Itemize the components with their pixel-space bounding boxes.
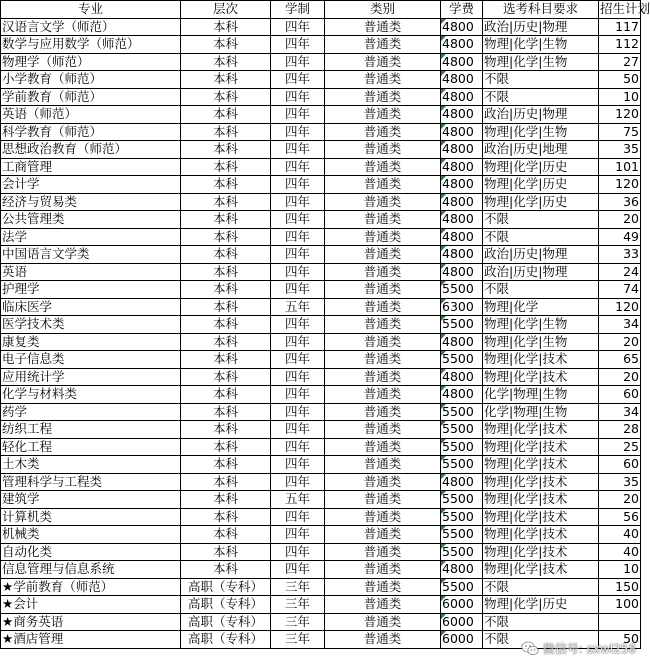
table-row (1, 193, 641, 211)
cell-years: 四年 (271, 403, 325, 421)
cell-category: 普通类 (325, 228, 441, 246)
cell-years: 四年 (271, 36, 325, 54)
cell-plan: 50 (599, 631, 641, 649)
cell-requirement: 物理|化学|技术 (483, 508, 599, 526)
cell-plan: 20 (599, 491, 641, 509)
cell-category: 普通类 (325, 316, 441, 334)
cell-years: 四年 (271, 228, 325, 246)
cell-requirement: 不限 (483, 88, 599, 106)
table-row (1, 456, 641, 474)
cell-major: 学前教育（师范） (1, 88, 181, 106)
cell-level: 本科 (181, 561, 271, 579)
table-row (1, 246, 641, 264)
cell-category: 普通类 (325, 141, 441, 159)
cell-level: 本科 (181, 18, 271, 36)
cell-level: 本科 (181, 141, 271, 159)
header-years: 学制 (271, 1, 325, 19)
header-category: 类别 (325, 1, 441, 19)
cell-plan: 40 (599, 543, 641, 561)
cell-years: 四年 (271, 526, 325, 544)
cell-major: 土木类 (1, 456, 181, 474)
cell-years: 五年 (271, 491, 325, 509)
cell-fee: 4800 (441, 158, 483, 176)
cell-years: 四年 (271, 421, 325, 439)
cell-major: 医学技术类 (1, 316, 181, 334)
cell-plan: 117 (599, 18, 641, 36)
cell-level: 本科 (181, 298, 271, 316)
cell-requirement: 物理|化学|生物 (483, 53, 599, 71)
cell-fee: 5500 (441, 421, 483, 439)
cell-requirement: 物理|化学|技术 (483, 351, 599, 369)
cell-category: 普通类 (325, 596, 441, 614)
cell-major: 建筑学 (1, 491, 181, 509)
cell-plan: 36 (599, 193, 641, 211)
cell-category: 普通类 (325, 193, 441, 211)
cell-fee: 4800 (441, 123, 483, 141)
table-row (1, 386, 641, 404)
cell-years: 三年 (271, 596, 325, 614)
cell-plan: 112 (599, 36, 641, 54)
table-row (1, 53, 641, 71)
cell-requirement: 政治|历史|地理 (483, 141, 599, 159)
cell-category: 普通类 (325, 53, 441, 71)
table-row (1, 88, 641, 106)
cell-plan: 24 (599, 263, 641, 281)
cell-requirement: 物理|化学|技术 (483, 561, 599, 579)
cell-fee: 4800 (441, 193, 483, 211)
cell-level: 本科 (181, 508, 271, 526)
cell-years: 三年 (271, 613, 325, 631)
cell-category: 普通类 (325, 71, 441, 89)
cell-requirement: 化学|物理|生物 (483, 386, 599, 404)
cell-requirement: 物理|化学|技术 (483, 526, 599, 544)
cell-level: 本科 (181, 71, 271, 89)
cell-major: ★商务英语 (1, 613, 181, 631)
cell-years: 四年 (271, 561, 325, 579)
table-row (1, 561, 641, 579)
cell-fee: 4800 (441, 333, 483, 351)
cell-level: 本科 (181, 403, 271, 421)
header-level: 层次 (181, 1, 271, 19)
cell-category: 普通类 (325, 158, 441, 176)
cell-plan: 60 (599, 386, 641, 404)
cell-major: 管理科学与工程类 (1, 473, 181, 491)
cell-category: 普通类 (325, 88, 441, 106)
cell-category: 普通类 (325, 508, 441, 526)
cell-plan: 101 (599, 158, 641, 176)
table-row (1, 228, 641, 246)
cell-fee: 4800 (441, 368, 483, 386)
cell-fee: 4800 (441, 211, 483, 229)
cell-plan: 65 (599, 351, 641, 369)
cell-requirement: 不限 (483, 211, 599, 229)
cell-fee: 6000 (441, 613, 483, 631)
cell-fee: 4800 (441, 106, 483, 124)
cell-category: 普通类 (325, 211, 441, 229)
cell-plan: 40 (599, 526, 641, 544)
cell-level: 高职（专科） (181, 596, 271, 614)
cell-category: 普通类 (325, 543, 441, 561)
cell-major: 物理学（师范） (1, 53, 181, 71)
cell-major: 法学 (1, 228, 181, 246)
cell-years: 四年 (271, 333, 325, 351)
cell-fee: 5500 (441, 316, 483, 334)
cell-plan: 50 (599, 71, 641, 89)
cell-major: 英语（师范） (1, 106, 181, 124)
cell-category: 普通类 (325, 386, 441, 404)
cell-years: 四年 (271, 368, 325, 386)
cell-fee: 4800 (441, 246, 483, 264)
cell-plan: 20 (599, 211, 641, 229)
table-row (1, 333, 641, 351)
cell-years: 四年 (271, 158, 325, 176)
table-row (1, 71, 641, 89)
cell-major: 纺织工程 (1, 421, 181, 439)
cell-category: 普通类 (325, 526, 441, 544)
cell-plan: 120 (599, 176, 641, 194)
cell-plan: 49 (599, 228, 641, 246)
cell-years: 四年 (271, 351, 325, 369)
cell-requirement: 物理|化学|生物 (483, 123, 599, 141)
cell-fee: 5500 (441, 403, 483, 421)
cell-category: 普通类 (325, 438, 441, 456)
cell-plan: 150 (599, 578, 641, 596)
table-row (1, 36, 641, 54)
cell-level: 本科 (181, 36, 271, 54)
cell-years: 四年 (271, 211, 325, 229)
cell-major: 科学教育（师范） (1, 123, 181, 141)
cell-level: 本科 (181, 53, 271, 71)
cell-fee: 4800 (441, 18, 483, 36)
cell-category: 普通类 (325, 18, 441, 36)
cell-plan: 60 (599, 456, 641, 474)
cell-major: 会计学 (1, 176, 181, 194)
cell-category: 普通类 (325, 281, 441, 299)
cell-plan: 74 (599, 281, 641, 299)
cell-category: 普通类 (325, 298, 441, 316)
cell-requirement: 不限 (483, 71, 599, 89)
cell-requirement: 物理|化学|生物 (483, 36, 599, 54)
cell-category: 普通类 (325, 421, 441, 439)
cell-plan: 10 (599, 561, 641, 579)
cell-fee: 4800 (441, 71, 483, 89)
table-row (1, 176, 641, 194)
table-row (1, 211, 641, 229)
cell-fee: 4800 (441, 473, 483, 491)
cell-level: 本科 (181, 193, 271, 211)
cell-fee: 5500 (441, 543, 483, 561)
cell-requirement: 政治|历史|物理 (483, 106, 599, 124)
table-row (1, 316, 641, 334)
cell-major: 护理学 (1, 281, 181, 299)
cell-plan: 28 (599, 421, 641, 439)
cell-fee: 5500 (441, 508, 483, 526)
cell-years: 四年 (271, 18, 325, 36)
cell-years: 四年 (271, 456, 325, 474)
cell-major: 中国语言文学类 (1, 246, 181, 264)
cell-major: 汉语言文学（师范） (1, 18, 181, 36)
cell-category: 普通类 (325, 578, 441, 596)
table-row (1, 368, 641, 386)
cell-fee: 6000 (441, 596, 483, 614)
cell-major: 电子信息类 (1, 351, 181, 369)
cell-requirement: 物理|化学|技术 (483, 438, 599, 456)
table-row (1, 18, 641, 36)
cell-requirement: 物理|化学|生物 (483, 316, 599, 334)
cell-requirement: 物理|化学|技术 (483, 456, 599, 474)
cell-requirement: 物理|化学|技术 (483, 543, 599, 561)
cell-level: 本科 (181, 176, 271, 194)
cell-requirement: 物理|化学|技术 (483, 473, 599, 491)
cell-fee: 5500 (441, 281, 483, 299)
cell-major: ★会计 (1, 596, 181, 614)
cell-level: 本科 (181, 368, 271, 386)
cell-fee: 6300 (441, 298, 483, 316)
cell-level: 本科 (181, 421, 271, 439)
table-header-row (1, 1, 641, 19)
cell-plan: 75 (599, 123, 641, 141)
cell-years: 四年 (271, 176, 325, 194)
cell-years: 五年 (271, 298, 325, 316)
cell-plan: 10 (599, 88, 641, 106)
cell-major: 英语 (1, 263, 181, 281)
cell-level: 本科 (181, 106, 271, 124)
cell-plan: 120 (599, 298, 641, 316)
cell-category: 普通类 (325, 36, 441, 54)
cell-requirement: 政治|历史|物理 (483, 246, 599, 264)
cell-requirement: 物理|化学|历史 (483, 158, 599, 176)
table-row (1, 578, 641, 596)
header-plan: 招生计划 (600, 1, 650, 17)
header-requirement: 选考科目要求 (483, 1, 599, 19)
cell-major: 小学教育（师范） (1, 71, 181, 89)
cell-major: 自动化类 (1, 543, 181, 561)
cell-category: 普通类 (325, 123, 441, 141)
cell-fee: 5500 (441, 438, 483, 456)
cell-years: 四年 (271, 316, 325, 334)
watermark (521, 640, 636, 657)
table-row (1, 403, 641, 421)
cell-level: 本科 (181, 438, 271, 456)
table-row (1, 491, 641, 509)
table-body (1, 18, 641, 648)
cell-level: 本科 (181, 316, 271, 334)
cell-requirement: 不限 (483, 631, 599, 649)
cell-level: 本科 (181, 158, 271, 176)
cell-major: 信息管理与信息系统 (1, 561, 181, 579)
cell-years: 三年 (271, 631, 325, 649)
cell-category: 普通类 (325, 561, 441, 579)
cell-plan: 25 (599, 438, 641, 456)
cell-level: 本科 (181, 386, 271, 404)
cell-major: 药学 (1, 403, 181, 421)
cell-years: 三年 (271, 578, 325, 596)
cell-category: 普通类 (325, 263, 441, 281)
cell-plan: 56 (599, 508, 641, 526)
cell-category: 普通类 (325, 473, 441, 491)
cell-category: 普通类 (325, 351, 441, 369)
cell-years: 四年 (271, 141, 325, 159)
cell-years: 四年 (271, 473, 325, 491)
cell-requirement: 物理|化学|历史 (483, 193, 599, 211)
table-row (1, 351, 641, 369)
cell-requirement: 不限 (483, 228, 599, 246)
cell-level: 本科 (181, 456, 271, 474)
cell-fee: 4800 (441, 263, 483, 281)
cell-fee: 5500 (441, 351, 483, 369)
cell-years: 四年 (271, 123, 325, 141)
header-major: 专业 (1, 1, 181, 19)
cell-major: 应用统计学 (1, 368, 181, 386)
cell-plan: 120 (599, 106, 641, 124)
cell-plan: 34 (599, 316, 641, 334)
cell-major: 康复类 (1, 333, 181, 351)
cell-years: 四年 (271, 53, 325, 71)
cell-fee: 6000 (441, 631, 483, 649)
cell-plan: 33 (599, 246, 641, 264)
table-row (1, 298, 641, 316)
cell-category: 普通类 (325, 176, 441, 194)
cell-plan: 27 (599, 53, 641, 71)
table-row (1, 596, 641, 614)
cell-years: 四年 (271, 246, 325, 264)
table-row (1, 508, 641, 526)
table-row (1, 438, 641, 456)
cell-category: 普通类 (325, 613, 441, 631)
cell-fee: 4800 (441, 386, 483, 404)
cell-level: 本科 (181, 123, 271, 141)
cell-plan: 100 (599, 596, 641, 614)
cell-years: 四年 (271, 106, 325, 124)
cell-major: 思想政治教育（师范） (1, 141, 181, 159)
cell-requirement: 不限 (483, 613, 599, 631)
cell-years: 四年 (271, 438, 325, 456)
table-row (1, 158, 641, 176)
cell-plan: 34 (599, 403, 641, 421)
cell-fee: 4800 (441, 176, 483, 194)
cell-fee: 5500 (441, 526, 483, 544)
cell-fee: 5500 (441, 456, 483, 474)
cell-requirement: 政治|历史|物理 (483, 263, 599, 281)
cell-plan: 35 (599, 141, 641, 159)
cell-requirement: 物理|化学|技术 (483, 491, 599, 509)
cell-plan: 20 (599, 333, 641, 351)
cell-level: 高职（专科） (181, 613, 271, 631)
cell-category: 普通类 (325, 403, 441, 421)
cell-requirement: 不限 (483, 281, 599, 299)
cell-major: 轻化工程 (1, 438, 181, 456)
cell-category: 普通类 (325, 368, 441, 386)
cell-level: 本科 (181, 263, 271, 281)
cell-major: ★学前教育（师范） (1, 578, 181, 596)
cell-level: 本科 (181, 526, 271, 544)
table-row (1, 543, 641, 561)
cell-requirement: 物理|化学|技术 (483, 421, 599, 439)
cell-category: 普通类 (325, 106, 441, 124)
cell-requirement: 物理|化学|技术 (483, 368, 599, 386)
cell-major: ★酒店管理 (1, 631, 181, 649)
cell-requirement: 政治|历史|物理 (483, 18, 599, 36)
cell-major: 机械类 (1, 526, 181, 544)
cell-years: 四年 (271, 281, 325, 299)
cell-years: 四年 (271, 88, 325, 106)
cell-fee: 4800 (441, 141, 483, 159)
cell-major: 工商管理 (1, 158, 181, 176)
cell-level: 本科 (181, 543, 271, 561)
cell-major: 公共管理类 (1, 211, 181, 229)
cell-plan: 35 (599, 473, 641, 491)
cell-fee: 4800 (441, 561, 483, 579)
cell-category: 普通类 (325, 246, 441, 264)
cell-years: 四年 (271, 508, 325, 526)
table-row (1, 421, 641, 439)
cell-category: 普通类 (325, 631, 441, 649)
cell-fee: 4800 (441, 228, 483, 246)
table-row (1, 141, 641, 159)
cell-years: 四年 (271, 543, 325, 561)
cell-plan: 20 (599, 368, 641, 386)
cell-fee: 5500 (441, 578, 483, 596)
cell-requirement: 化学|物理|生物 (483, 403, 599, 421)
cell-major: 临床医学 (1, 298, 181, 316)
header-fee: 学费 (441, 1, 483, 19)
cell-level: 本科 (181, 228, 271, 246)
cell-level: 本科 (181, 473, 271, 491)
cell-years: 四年 (271, 263, 325, 281)
cell-requirement: 物理|化学|历史 (483, 596, 599, 614)
wechat-icon (521, 641, 539, 656)
table-row (1, 473, 641, 491)
cell-level: 本科 (181, 333, 271, 351)
table-row (1, 263, 641, 281)
watermark-text: 微信号: sxwl258 (542, 642, 636, 656)
cell-fee: 5500 (441, 491, 483, 509)
cell-years: 四年 (271, 71, 325, 89)
cell-major: 经济与贸易类 (1, 193, 181, 211)
table-row (1, 613, 641, 631)
cell-years: 四年 (271, 386, 325, 404)
cell-level: 本科 (181, 281, 271, 299)
cell-fee: 4800 (441, 53, 483, 71)
cell-level: 高职（专科） (181, 631, 271, 649)
table-row (1, 106, 641, 124)
cell-fee: 4800 (441, 36, 483, 54)
cell-plan (599, 613, 641, 631)
cell-category: 普通类 (325, 333, 441, 351)
cell-category: 普通类 (325, 491, 441, 509)
cell-requirement: 物理|化学|生物 (483, 333, 599, 351)
cell-requirement: 物理|化学|历史 (483, 176, 599, 194)
cell-level: 本科 (181, 88, 271, 106)
cell-requirement: 物理|化学 (483, 298, 599, 316)
cell-major: 数学与应用数学（师范） (1, 36, 181, 54)
cell-level: 本科 (181, 491, 271, 509)
table-row (1, 526, 641, 544)
cell-years: 四年 (271, 193, 325, 211)
cell-level: 高职（专科） (181, 578, 271, 596)
table-row (1, 281, 641, 299)
cell-category: 普通类 (325, 456, 441, 474)
cell-major: 化学与材料类 (1, 386, 181, 404)
cell-level: 本科 (181, 211, 271, 229)
table-row (1, 123, 641, 141)
cell-requirement: 不限 (483, 578, 599, 596)
cell-level: 本科 (181, 246, 271, 264)
cell-level: 本科 (181, 351, 271, 369)
cell-major: 计算机类 (1, 508, 181, 526)
cell-fee: 4800 (441, 88, 483, 106)
